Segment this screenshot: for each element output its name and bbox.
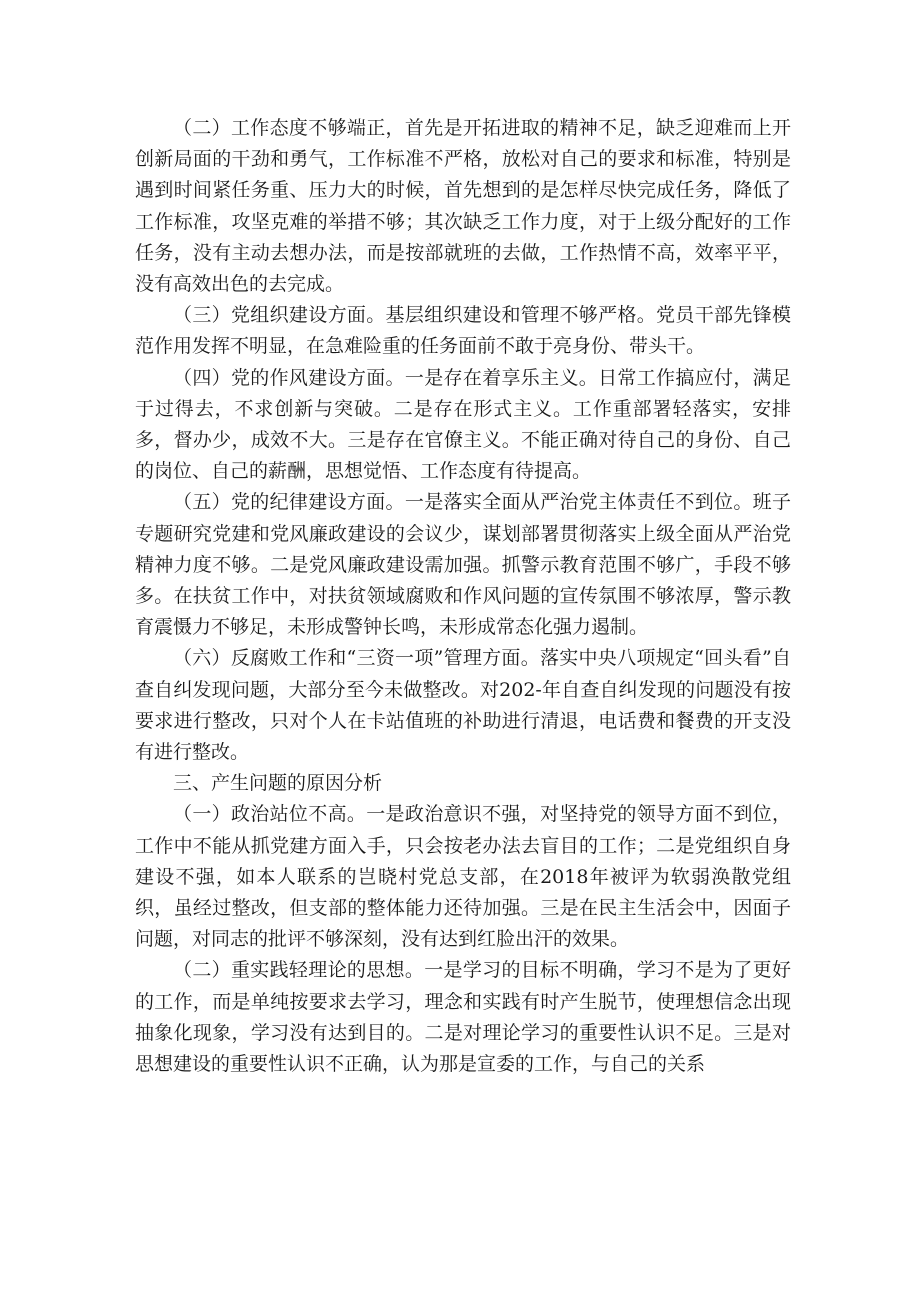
document-body (135, 113, 791, 1080)
section-heading: 三、产生问题的原因分析 (173, 772, 383, 795)
paragraph-work-attitude: （二）工作态度不够端正，首先是开拓进取的精神不足，缺乏迎难而上开创新局面的干劲和勇气，工作标准不严格，放松对自己的要求和标准，特别是遇到时间紧任务重、压力大的时候，首先想到的是怎样尽快完成任务，降低了工作标准，攻坚克难的举措不够；其次缺乏工作力度，对于上级分配好的工作任务，没有主动去想办法，而是按部就班的去做，工作热情不高，效率平平，没有高效出色的去完成。 (135, 117, 791, 296)
paragraph-political-stance: （一）政治站位不高。一是政治意识不强，对坚持党的领导方面不到位，工作中不能从抓党建方面入手，只会按老办法去盲目的工作；二是党组织自身建设不强，如本人联系的岂晓村党总支部，在2018年被评为软弱涣散党组织，虽经过整改，但支部的整体能力还待加强。三是在民主生活会中，因面子问题，对同志的批评不够深刻，没有达到红脸出汗的效果。 (135, 803, 791, 951)
paragraph-practice-theory: （二）重实践轻理论的思想。一是学习的目标不明确，学习不是为了更好的工作，而是单纯按要求去学习，理念和实践有时产生脱节，使理想信念出现抽象化现象，学习没有达到目的。二是对理论学习的重要性认识不足。三是对思想建设的重要性认识不正确，认为那是宣委的工作，与自己的关系 (135, 959, 791, 1076)
paragraph-party-style: （四）党的作风建设方面。一是存在着享乐主义。日常工作搞应付，满足于过得去，不求创新与突破。二是存在形式主义。工作重部署轻落实，安排多，督办少，成效不大。三是存在官僚主义。不能正确对待自己的身份、自己的岗位、自己的薪酬，思想觉悟、工作态度有待提高。 (135, 366, 791, 483)
paragraph-party-organization: （三）党组织建设方面。基层组织建设和管理不够严格。党员干部先锋模范作用发挥不明显，在急难险重的任务面前不敢于亮身份、带头干。 (135, 304, 791, 358)
paragraph-party-discipline: （五）党的纪律建设方面。一是落实全面从严治党主体责任不到位。班子专题研究党建和党风廉政建设的会议少，谋划部署贯彻落实上级全面从严治党精神力度不够。二是党风廉政建设需加强。抓警示教育范围不够广，手段不够多。在扶贫工作中，对扶贫领域腐败和作风问题的宣传氛围不够浓厚，警示教育震慑力不够足，未形成警钟长鸣，未形成常态化强力遏制。 (135, 491, 791, 639)
paragraph-anti-corruption: （六）反腐败工作和“三资一项”管理方面。落实中央八项规定“回头看”自查自纠发现问题，大部分至今未做整改。对202-年自查自纠发现的问题没有按要求进行整改，只对个人在卡站值班的补助进行清退，电话费和餐费的开支没有进行整改。 (135, 647, 791, 764)
